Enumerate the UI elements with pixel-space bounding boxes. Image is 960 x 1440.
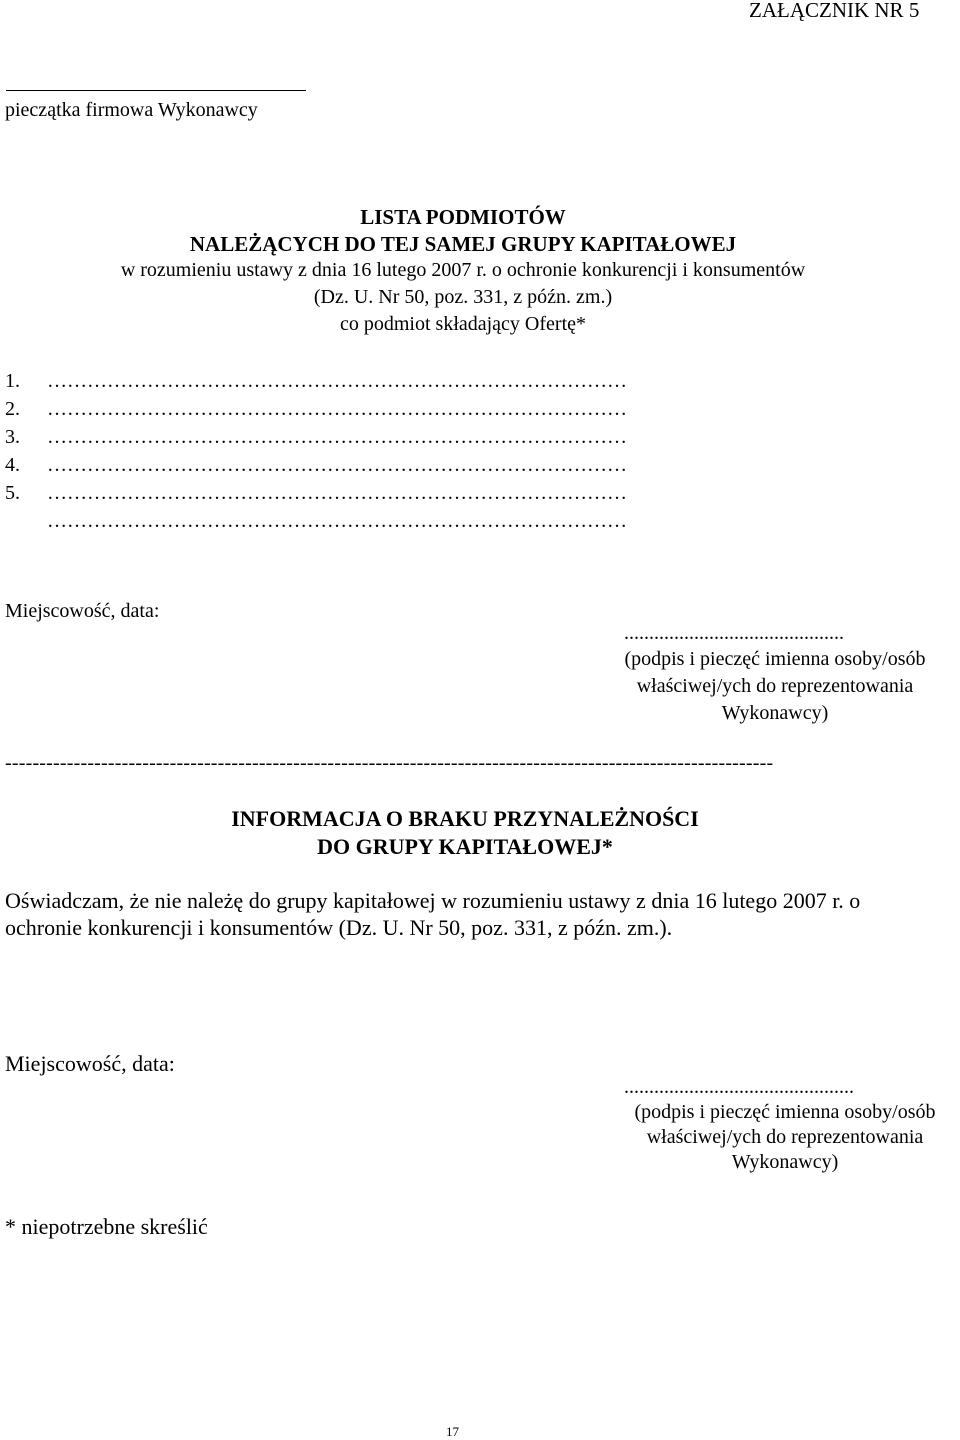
- list-item-number: 4.: [5, 454, 20, 476]
- list-subtitle-line1: w rozumieniu ustawy z dnia 16 lutego 2007 r. o ochronie konkurencji i konsumentów: [120, 259, 806, 281]
- list-item-number: 1.: [5, 370, 20, 392]
- signature-dots-2: ..............................................: [624, 1076, 854, 1098]
- info-title-line1: INFORMACJA O BRAKU PRZYNALEŻNOŚCI: [231, 806, 699, 831]
- place-date-label: Miejscowość, data:: [5, 600, 160, 622]
- signature-dots: ............................................: [624, 622, 844, 644]
- list-item-dots: ……………………………………………………………………………: [47, 454, 627, 476]
- list-item-dots: ……………………………………………………………………………: [47, 370, 627, 392]
- list-item-number: 3.: [5, 426, 20, 448]
- list-title-line2: NALEŻĄCYCH DO TEJ SAMEJ GRUPY KAPITAŁOWEJ: [189, 232, 737, 256]
- signature-line1-2: (podpis i pieczęć imienna osoby/osób: [634, 1101, 936, 1123]
- list-item-dots: ……………………………………………………………………………: [47, 510, 627, 532]
- dashed-separator: ----------------------------------------------------------------------------------------------------------------: [5, 752, 774, 774]
- footnote: * niepotrzebne skreślić: [5, 1214, 208, 1239]
- info-title-line2: DO GRUPY KAPITAŁOWEJ*: [317, 834, 613, 859]
- page-number: 17: [446, 1424, 459, 1439]
- signature-line3-2: Wykonawcy): [731, 1151, 839, 1173]
- list-subtitle-line2: (Dz. U. Nr 50, poz. 331, z późn. zm.): [313, 286, 613, 308]
- signature-line1: (podpis i pieczęć imienna osoby/osób: [624, 648, 926, 670]
- signature-line2-2: właściwej/ych do reprezentowania: [646, 1126, 924, 1148]
- declaration-line2: ochronie konkurencji i konsumentów (Dz. U. Nr 50, poz. 331, z późn. zm.).: [5, 915, 673, 940]
- stamp-label: pieczątka firmowa Wykonawcy: [5, 99, 258, 121]
- place-date-label-2: Miejscowość, data:: [5, 1051, 175, 1076]
- list-item-number: 2.: [5, 398, 20, 420]
- list-item-number: 5.: [5, 482, 20, 504]
- declaration-line1: Oświadczam, że nie należę do grupy kapitałowej w rozumieniu ustawy z dnia 16 lutego 2007 r. o: [5, 888, 861, 913]
- list-item-dots: ……………………………………………………………………………: [47, 482, 627, 504]
- stamp-line: [6, 90, 306, 91]
- signature-line2: właściwej/ych do reprezentowania: [636, 675, 914, 697]
- list-item-dots: ……………………………………………………………………………: [47, 398, 627, 420]
- signature-line3: Wykonawcy): [721, 702, 829, 724]
- list-title-line1: LISTA PODMIOTÓW: [360, 205, 566, 229]
- annex-label: ZAŁĄCZNIK NR 5: [749, 0, 920, 22]
- list-item-dots: ……………………………………………………………………………: [47, 426, 627, 448]
- list-subtitle-line3: co podmiot składający Ofertę*: [339, 313, 587, 335]
